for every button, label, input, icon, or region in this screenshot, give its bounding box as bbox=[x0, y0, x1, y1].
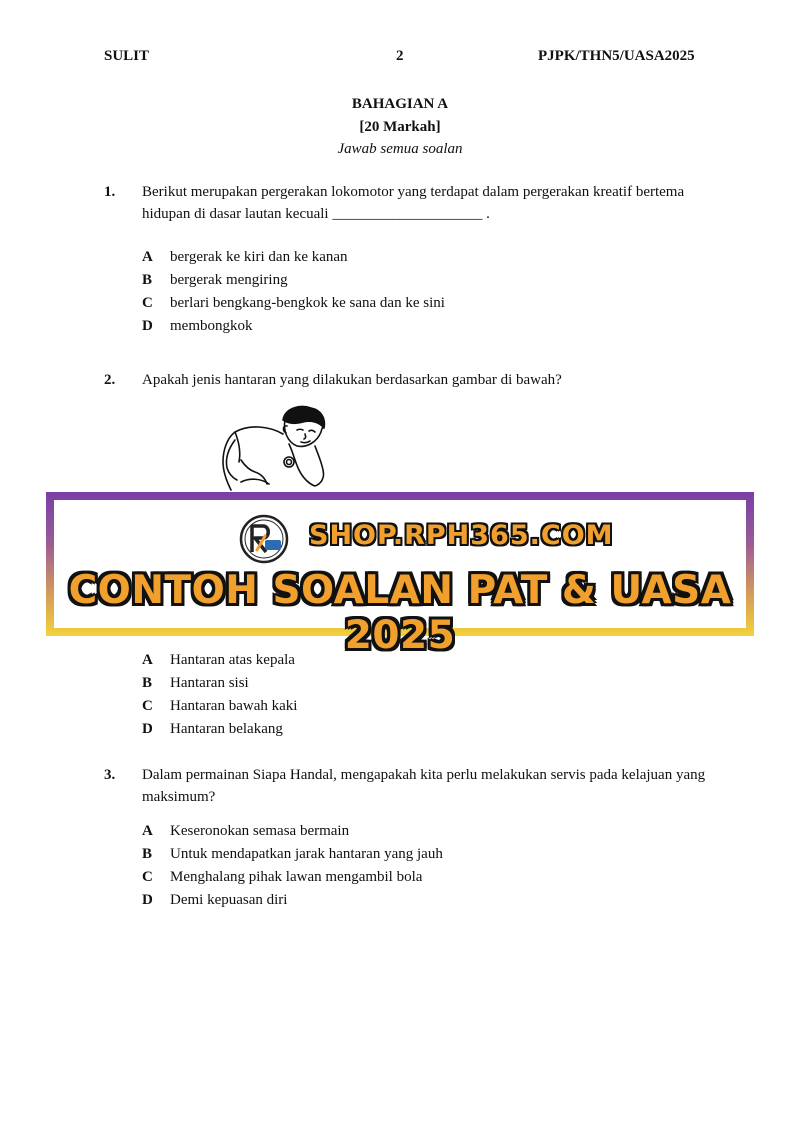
option-text: membongkok bbox=[170, 318, 253, 334]
question-3-options bbox=[142, 820, 443, 912]
section-instruction: Jawab semua soalan bbox=[337, 141, 463, 157]
paper-code: PJPK/THN5/UASA2025 bbox=[538, 48, 695, 64]
option-letter: C bbox=[142, 698, 153, 714]
option-text: Untuk mendapatkan jarak hantaran yang jauh bbox=[170, 846, 443, 862]
option-d bbox=[142, 718, 297, 741]
option-text: Keseronokan semasa bermain bbox=[170, 823, 350, 839]
option-letter: A bbox=[142, 823, 153, 839]
question-1-options bbox=[142, 246, 445, 338]
question-number: 2. bbox=[104, 372, 116, 388]
option-letter: D bbox=[142, 318, 153, 334]
option-c bbox=[142, 695, 297, 718]
option-a bbox=[142, 820, 443, 843]
option-text: Hantaran belakang bbox=[170, 721, 283, 737]
option-letter: B bbox=[142, 846, 153, 862]
option-text: Hantaran atas kepala bbox=[170, 652, 295, 668]
question-number: 1. bbox=[104, 184, 116, 200]
option-b bbox=[142, 672, 297, 695]
option-d bbox=[142, 315, 445, 338]
passing-figure-illustration bbox=[205, 400, 345, 492]
option-b bbox=[142, 843, 443, 866]
option-letter: C bbox=[142, 295, 153, 311]
watermark-banner bbox=[46, 492, 754, 658]
question-2 bbox=[104, 369, 724, 391]
rph365-logo-icon bbox=[239, 514, 289, 564]
header-sulit: SULIT bbox=[104, 48, 150, 64]
option-text: berlari bengkang-bengkok ke sana dan ke sini bbox=[170, 295, 445, 311]
question-text: Apakah jenis hantaran yang dilakukan berdasarkan gambar di bawah? bbox=[142, 372, 562, 388]
banner-panel bbox=[54, 500, 746, 658]
option-letter: B bbox=[142, 675, 153, 691]
option-a bbox=[142, 649, 297, 672]
question-3 bbox=[104, 764, 724, 808]
option-letter: B bbox=[142, 272, 153, 288]
question-text: Berikut merupakan pergerakan lokomotor yang terdapat dalam pergerakan kreatif bertema hidupan di dasar lautan kecuali ____________________ . bbox=[142, 184, 685, 222]
shop-url: SHOP.RPH365.COM bbox=[309, 520, 614, 551]
option-text: Demi kepuasan diri bbox=[170, 892, 288, 908]
option-c bbox=[142, 866, 443, 889]
option-text: Hantaran sisi bbox=[170, 675, 249, 691]
option-text: Menghalang pihak lawan mengambil bola bbox=[170, 869, 423, 885]
page-number: 2 bbox=[396, 48, 404, 64]
option-text: bergerak mengiring bbox=[170, 272, 288, 288]
banner-headline: CONTOH SOALAN PAT & UASA 2025 bbox=[68, 568, 732, 658]
option-b bbox=[142, 269, 445, 292]
option-text: Hantaran bawah kaki bbox=[170, 698, 298, 714]
option-c bbox=[142, 292, 445, 315]
option-letter: C bbox=[142, 869, 153, 885]
question-text: Dalam permainan Siapa Handal, mengapakah kita perlu melakukan servis pada kelajuan yang maksimum? bbox=[142, 767, 706, 805]
option-letter: A bbox=[142, 652, 153, 668]
option-d bbox=[142, 889, 443, 912]
option-a bbox=[142, 246, 445, 269]
question-2-options bbox=[142, 649, 297, 741]
option-letter: D bbox=[142, 892, 153, 908]
question-1 bbox=[104, 181, 724, 225]
section-title: BAHAGIAN A bbox=[351, 96, 449, 112]
option-text: bergerak ke kiri dan ke kanan bbox=[170, 249, 348, 265]
option-letter: D bbox=[142, 721, 153, 737]
question-number: 3. bbox=[104, 767, 116, 783]
option-letter: A bbox=[142, 249, 153, 265]
section-marks: [20 Markah] bbox=[359, 119, 441, 135]
